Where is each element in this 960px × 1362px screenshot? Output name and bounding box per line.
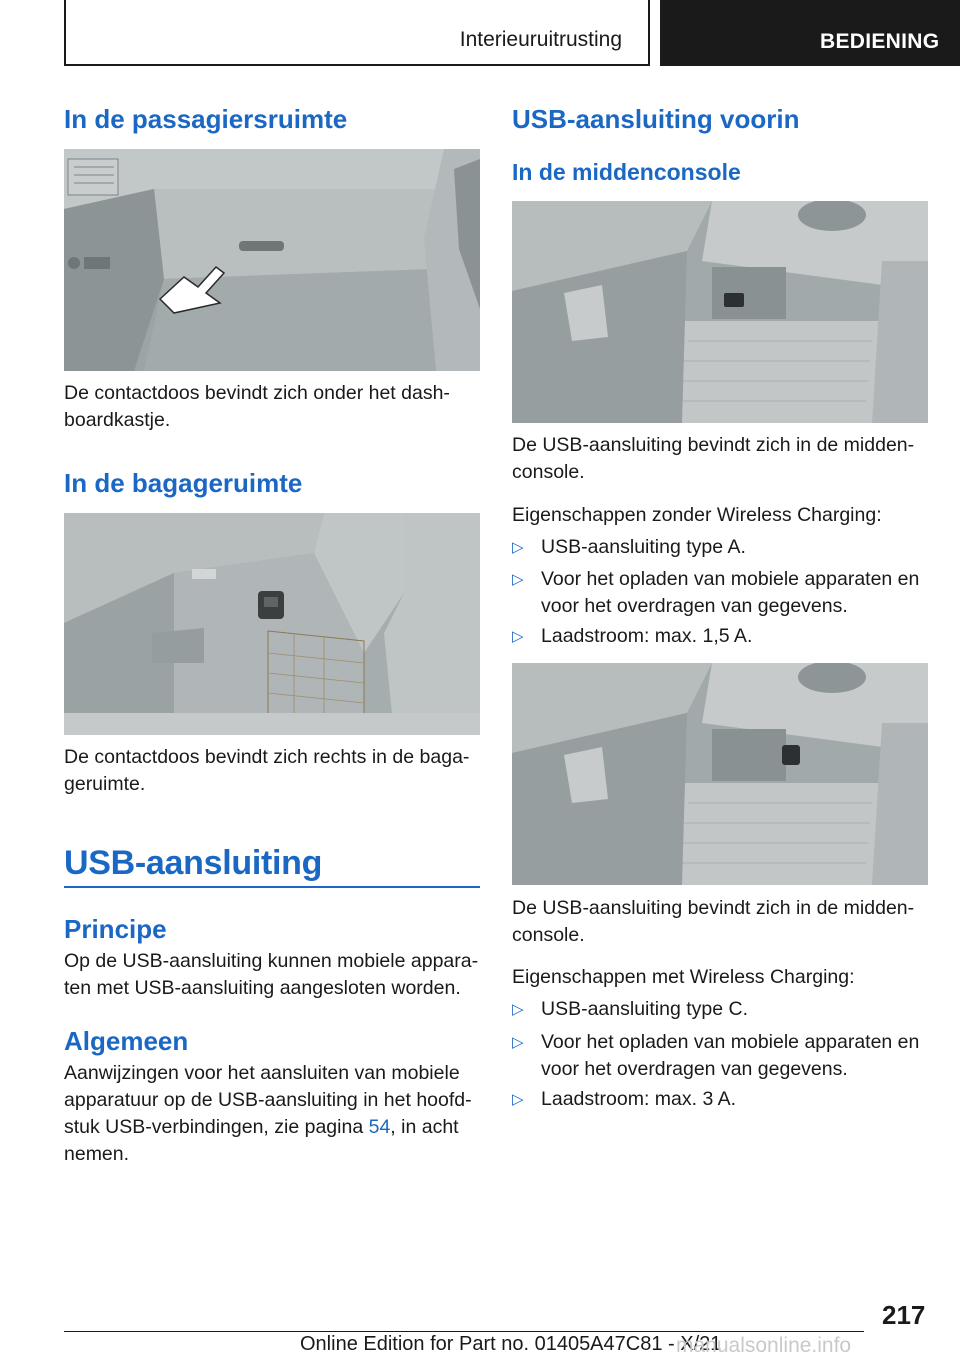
text-line: Voor het opladen van mobiele apparaten en xyxy=(541,1031,920,1053)
figure-cargo-socket xyxy=(64,513,480,735)
text-line: De USB-aansluiting bevindt zich in de midden‐ xyxy=(512,897,915,919)
heading-passenger-compartment: In de passagiersruimte xyxy=(64,104,348,134)
text-line: geruimte. xyxy=(64,773,146,795)
bullet-triangle-icon: ▷ xyxy=(512,571,524,588)
text-line: De contactdoos bevindt zich rechts in de baga‐ xyxy=(64,746,470,768)
heading-usb-front: USB-aansluiting voorin xyxy=(512,104,800,134)
running-header-box xyxy=(64,0,650,66)
footer-edition: Online Edition for Part no. 01405A47C81 - X/21 xyxy=(300,1333,722,1355)
heading-center-console: In de middenconsole xyxy=(512,159,741,185)
text-line: Voor het opladen van mobiele apparaten en xyxy=(541,568,920,590)
figure-console-usb-a xyxy=(512,201,928,423)
footer-rule xyxy=(64,1331,864,1332)
text-line: console. xyxy=(512,924,585,946)
text-line: Laadstroom: max. 1,5 A. xyxy=(541,625,753,647)
chapter-title: BEDIENING xyxy=(820,30,940,53)
text-general xyxy=(64,1060,480,1168)
heading-principle: Principe xyxy=(64,914,167,944)
text-line: voor het overdragen van gegevens. xyxy=(541,1058,848,1080)
heading-rule xyxy=(64,886,480,888)
bullet-triangle-icon: ▷ xyxy=(512,539,524,556)
bullet-triangle-icon: ▷ xyxy=(512,628,524,645)
chapter-tab xyxy=(660,0,960,66)
text-console-location-1 xyxy=(512,432,928,486)
page-number: 217 xyxy=(882,1300,926,1330)
heading-general: Algemeen xyxy=(64,1026,189,1056)
text-line: De contactdoos bevindt zich onder het dash‐ xyxy=(64,382,450,404)
text-line: apparatuur op de USB-aansluiting in het hoofd‐ xyxy=(64,1089,472,1111)
bullet-triangle-icon: ▷ xyxy=(512,1001,524,1018)
text-line: voor het overdragen van gegevens. xyxy=(541,595,848,617)
text-line: Aanwijzingen voor het aansluiten van mobiele xyxy=(64,1062,460,1084)
text-line: console. xyxy=(512,461,585,483)
text-fragment: stuk USB-verbindingen, zie pagina xyxy=(64,1116,369,1138)
text-passenger-location xyxy=(64,380,480,434)
text-line: Op de USB-aansluiting kunnen mobiele appara‐ xyxy=(64,950,479,972)
heading-usb-connection: USB-aansluiting xyxy=(64,844,323,882)
text-line: USB-aansluiting type A. xyxy=(541,536,746,558)
text-line: nemen. xyxy=(64,1143,130,1165)
page-reference-link[interactable]: 54 xyxy=(368,1116,391,1138)
text-line: Laadstroom: max. 3 A. xyxy=(541,1088,737,1110)
watermark: manualsonline.info xyxy=(676,1334,852,1357)
text-principle xyxy=(64,948,480,1002)
bullet-triangle-icon: ▷ xyxy=(512,1091,524,1108)
text-properties-with-wireless: Eigenschappen met Wireless Charging: xyxy=(512,966,855,988)
text-console-location-2 xyxy=(512,895,928,949)
text-line: boardkastje. xyxy=(64,409,171,431)
heading-cargo-area: In de bagageruimte xyxy=(64,468,303,498)
text-properties-without-wireless: Eigenschappen zonder Wireless Charging: xyxy=(512,504,882,526)
text-line: ten met USB-aansluiting aangesloten worden. xyxy=(64,977,461,999)
figure-console-usb-c xyxy=(512,663,928,885)
bullet-triangle-icon: ▷ xyxy=(512,1034,524,1051)
text-line: USB-aansluiting type C. xyxy=(541,998,749,1020)
text-fragment: , in acht xyxy=(390,1116,459,1138)
figure-glovebox-socket xyxy=(64,149,480,371)
section-title: Interieuruitrusting xyxy=(459,28,622,51)
text-line xyxy=(64,1114,480,1141)
text-cargo-location xyxy=(64,744,480,798)
text-line: De USB-aansluiting bevindt zich in de midden‐ xyxy=(512,434,915,456)
